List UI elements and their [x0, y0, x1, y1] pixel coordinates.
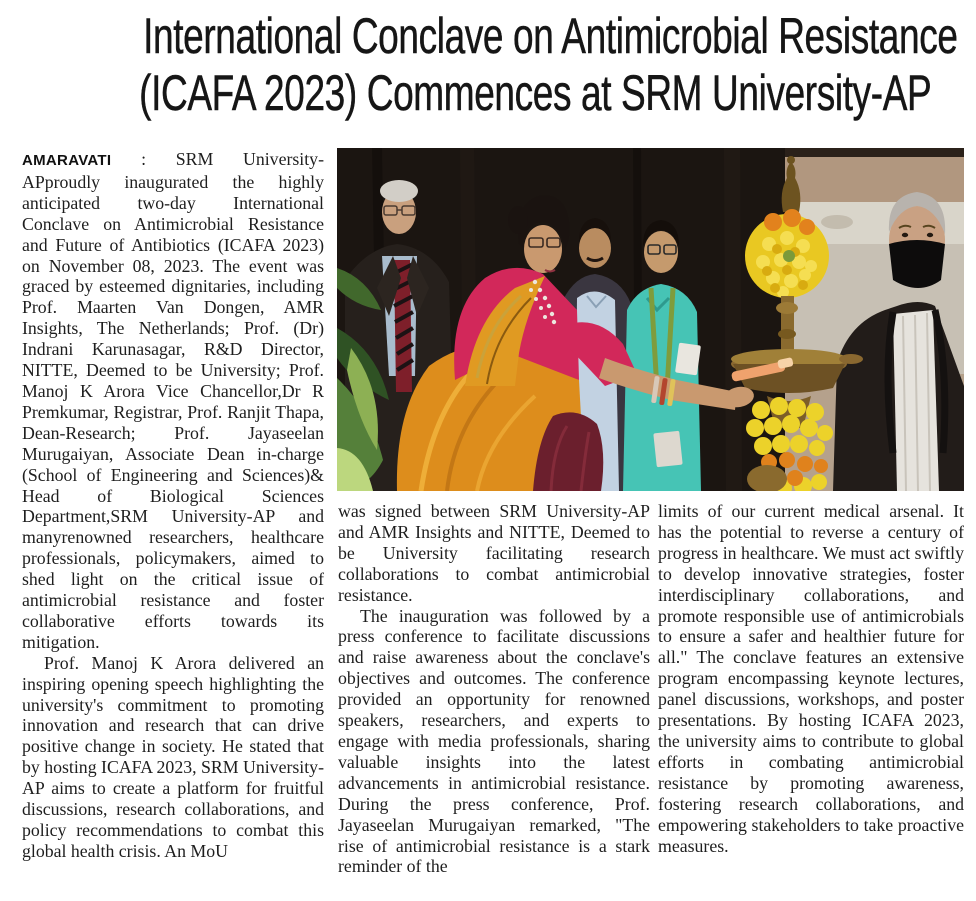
- face-mask: [889, 240, 945, 288]
- paragraph: Prof. Manoj K Arora delivered an inspiring opening speech highlighting the university's commitment to promoting innovation and research that can drive positive change in society. He stated that by hosting ICAFA 2023, SRM University-AP aims to create a platform for fruitful discussions, research collaborations, and policy recommendations to combat this global health crisis. An MoU: [22, 652, 324, 861]
- article-column-left: [22, 149, 324, 901]
- paragraph: The inauguration was followed by a press conference to facilitate discussions and raise awareness about the conclave's objectives and outcomes. The conference provided an opportunity for renowned speakers, researchers, and experts to engage with media professionals, sharing valuable insights into the latest advancements in antimicrobial resistance. During the press conference, Prof. Jayaseelan Murugaiyan remarked, "The rise of antimicrobial resistance is a stark reminder of the: [338, 605, 650, 877]
- id-badge: [675, 343, 701, 376]
- ceremony-photo: [337, 148, 964, 491]
- headline: [0, 8, 976, 122]
- dateline: AMARAVATI: [22, 152, 112, 169]
- ceremony-photo-graphic: [337, 148, 964, 491]
- headline-line-2-text: (ICAFA 2023) Commences at SRM University-AP: [139, 65, 932, 121]
- paragraph-lead-text: : SRM University-APproudly inaugurated the highly anticipated two-day International Conclave on Antimicrobial Resistance and Future of Antibiotics (ICAFA 2023) on November 08, 2023. The event was graced by esteemed dignitaries, including Prof. Maarten Van Dongen, AMR Insights, The Netherlands; Prof. (Dr) Indrani Karunasagar, R&D Director, NITTE, Deemed to be University; Prof. Manoj K Arora Vice Chancellor,Dr R Premkumar, Registrar, Prof. Ranjit Thapa, Dean-Research; Prof. Jayaseelan Murugaiyan, Associate Dean in-charge (School of Engineering and Sciences)& Head of Biological Sciences Department,SRM University-AP and manyrenowned researchers, healthcare professionals, policymakers, aimed to shed light on the critical issue of antimicrobial resistance and foster collaborative efforts towards its mitigation.: [22, 149, 324, 652]
- article-column-middle: [338, 501, 650, 901]
- headline-line-2: [0, 65, 976, 122]
- headline-line-1-text: International Conclave on Antimicrobial Resistance: [143, 8, 958, 64]
- paragraph: limits of our current medical arsenal. It has the potential to reverse a century of progress in healthcare. We must act swiftly to develop innovative strategies, foster interdisciplinary collaborations, and promote responsible use of antimicrobials to ensure a safer and healthier future for all." The conclave features an extensive program encompassing keynote lectures, panel discussions, workshops, and poster presentations. By hosting ICAFA 2023, the university aims to contribute to global efforts in combating antimicrobial resistance by promoting awareness, fostering research collaborations, and empowering stakeholders to take proactive measures.: [658, 501, 964, 856]
- article-column-right: [658, 501, 964, 901]
- paragraph: was signed between SRM University-AP and AMR Insights and NITTE, Deemed to be University facilitating research collaborations to combat antimicrobial resistance.: [338, 501, 650, 605]
- headline-line-1: [0, 8, 976, 65]
- paragraph-lead: [22, 149, 324, 653]
